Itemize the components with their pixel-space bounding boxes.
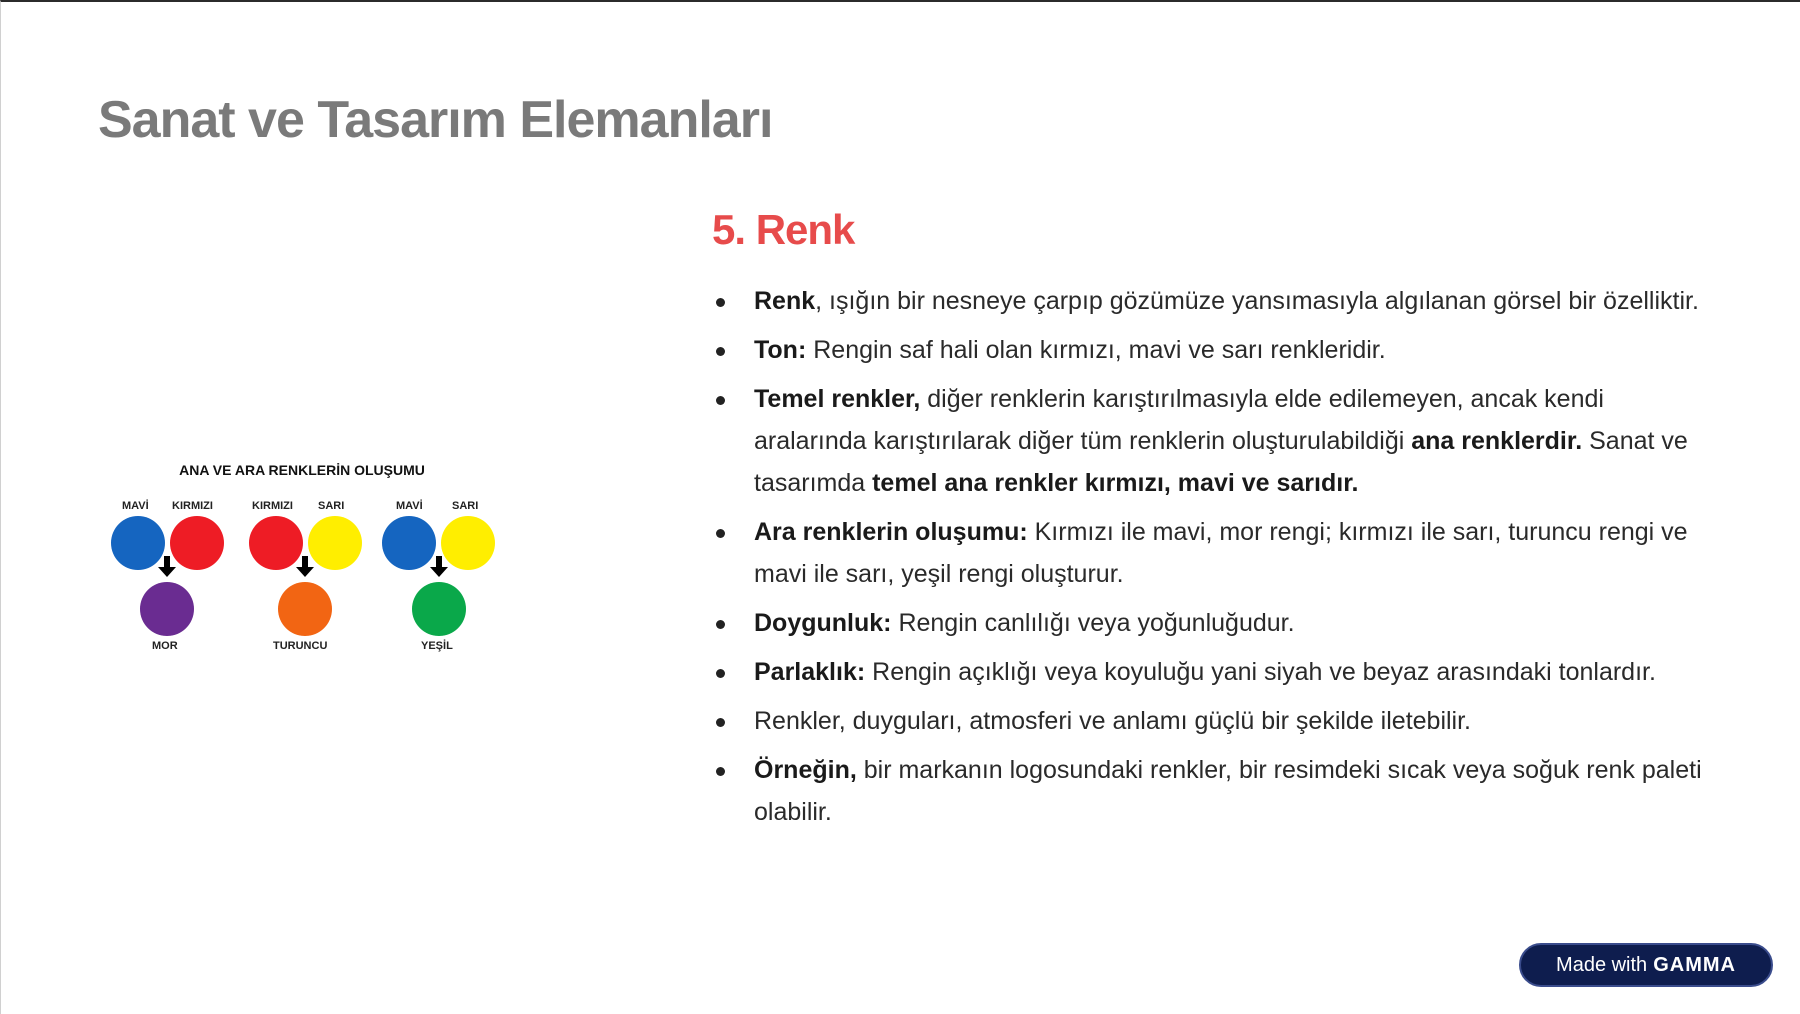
group-3-result-circle (412, 582, 466, 636)
group-2-label-b: SARI (318, 500, 345, 512)
group-2-result-label: TURUNCU (273, 640, 328, 652)
bullet-bold: temel ana renkler kırmızı, mavi ve sarıdır. (872, 469, 1359, 497)
made-with-gamma-badge[interactable] (1519, 943, 1773, 987)
bullet-list (712, 280, 1712, 840)
bullet-text: bir markanın logosundaki renkler, bir resimdeki sıcak veya soğuk renk paleti olabilir. (754, 756, 1702, 826)
group-1-label-b: KIRMIZI (172, 500, 213, 512)
group-2-label-a: KIRMIZI (252, 500, 293, 512)
group-2-circle-b (308, 516, 362, 570)
list-item (712, 651, 1712, 693)
bullet-dot-icon (716, 347, 725, 356)
list-item (712, 700, 1712, 742)
group-1-label-a: MAVİ (122, 500, 149, 512)
bullet-bold: Örneğin, (754, 756, 857, 784)
group-3-result-label: YEŞİL (421, 640, 453, 652)
badge-prefix: Made with (1556, 953, 1648, 976)
bullet-dot-icon (716, 396, 725, 405)
list-item (712, 602, 1712, 644)
group-3-circle-b (441, 516, 495, 570)
color-mixing-diagram (100, 450, 520, 670)
bullet-text: Rengin canlılığı veya yoğunluğudur. (891, 609, 1295, 637)
group-1-result-circle (140, 582, 194, 636)
bullet-bold: Renk (754, 287, 816, 315)
bullet-dot-icon (716, 529, 725, 538)
bullet-dot-icon (716, 669, 725, 678)
bullet-text: Kırmızı ile mavi, mor rengi; kırmızı ile sarı, turuncu rengi ve mavi ile sarı, yeşil rengi oluşturur. (754, 518, 1688, 588)
bullet-bold: Parlaklık: (754, 658, 866, 686)
group-3-label-a: MAVİ (396, 500, 423, 512)
bullet-text: Renkler, duyguları, atmosferi ve anlamı güçlü bir şekilde iletebilir. (754, 707, 1472, 735)
list-item (712, 378, 1712, 504)
gamma-logo-text: GAMMA (1653, 953, 1736, 976)
bullet-text: Sanat ve tasarımda (754, 427, 1688, 497)
bullet-bold: Temel renkler, (754, 385, 921, 413)
bullet-bold: Doygunluk: (754, 609, 892, 637)
group-2-circle-a (249, 516, 303, 570)
bullet-text: Rengin saf hali olan kırmızı, mavi ve sarı renkleridir. (806, 336, 1386, 364)
group-1-circle-b (170, 516, 224, 570)
bullet-text: diğer renklerin karıştırılmasıyla elde edilemeyen, ancak kendi aralarında karıştırılarak diğer tüm renklerin oluşturulabildiği (754, 385, 1604, 455)
bullet-dot-icon (716, 718, 725, 727)
bullet-dot-icon (716, 620, 725, 629)
section-title: 5. Renk (712, 206, 855, 253)
diagram-title: ANA VE ARA RENKLERİN OLUŞUMU (179, 462, 425, 478)
group-3-label-b: SARI (452, 500, 479, 512)
group-3-circle-a (382, 516, 436, 570)
bullet-bold: Ton: (754, 336, 807, 364)
bullet-text: , ışığın bir nesneye çarpıp gözümüze yansımasıyla algılanan görsel bir özelliktir. (815, 287, 1699, 315)
bullet-bold: ana renklerdir. (1411, 427, 1583, 455)
list-item (712, 511, 1712, 595)
list-item (712, 329, 1712, 371)
group-1-result-label: MOR (152, 640, 178, 652)
bullet-text: Rengin açıklığı veya koyuluğu yani siyah ve beyaz arasındaki tonlardır. (865, 658, 1656, 686)
bullet-bold: Ara renklerin oluşumu: (754, 518, 1028, 546)
group-1-circle-a (111, 516, 165, 570)
bullet-dot-icon (716, 767, 725, 776)
bullet-dot-icon (716, 298, 725, 307)
list-item (712, 280, 1712, 322)
group-2-result-circle (278, 582, 332, 636)
list-item (712, 749, 1712, 833)
page-title: Sanat ve Tasarım Elemanları (98, 91, 773, 149)
